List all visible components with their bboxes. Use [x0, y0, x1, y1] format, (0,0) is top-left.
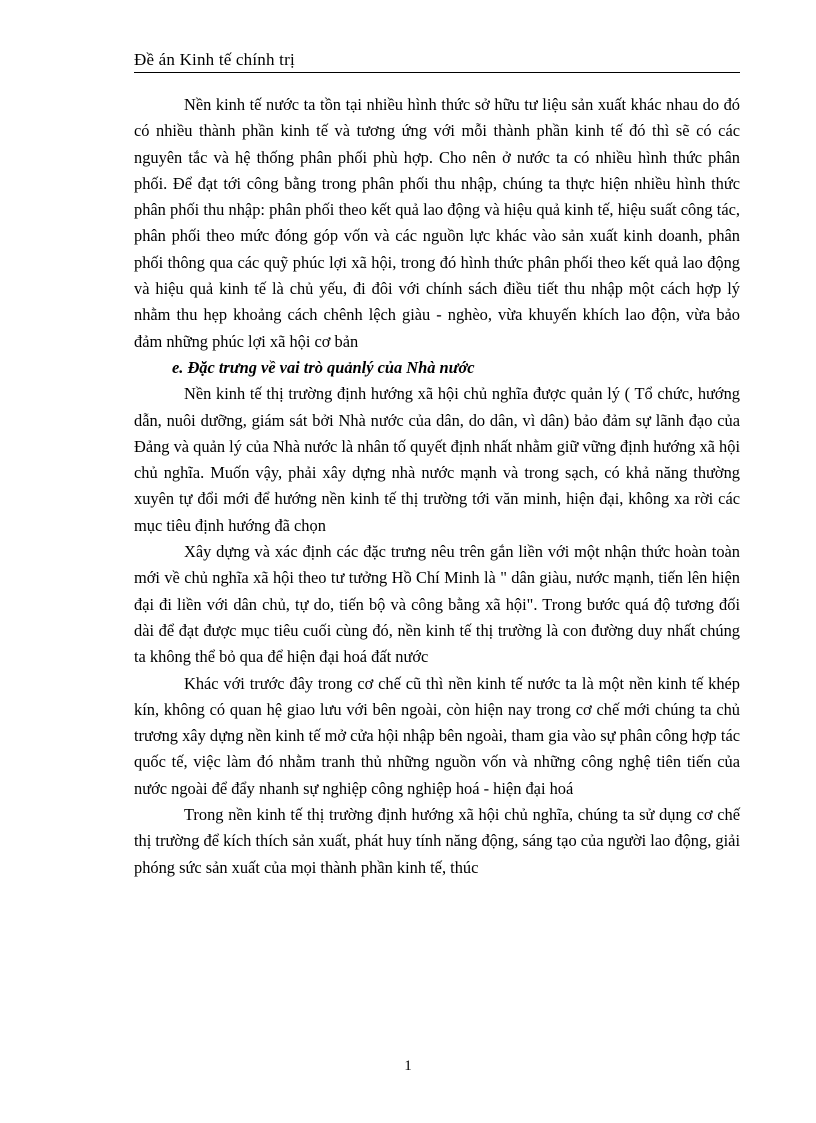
page-header [134, 50, 740, 73]
paragraph-5: Trong nền kinh tế thị trường định hướng xã hội chủ nghĩa, chúng ta sử dụng cơ chế thị trường để kích thích sản xuất, phát huy tính năng động, sáng tạo của người lao động, giải phóng sức sản xuất của mọi thành phần kinh tế, thúc [134, 805, 740, 877]
section-heading: e. Đặc trưng về vai trò quảnlý của Nhà nước [172, 357, 475, 377]
paragraph-1: Nền kinh tế nước ta tồn tại nhiều hình thức sở hữu tư liệu sản xuất khác nhau do đó có nhiều thành phần kinh tế và tương ứng với mỗi thành phần kinh tế đó thì sẽ có các nguyên tắc và hệ thống phân phối phù hợp. Cho nên ở nước ta có nhiều hình thức phân phối. Để đạt tới công bằng trong phân phối thu nhập, chúng ta thực hiện nhiều hình thức phân phối thu nhập: phân phối theo kết quả lao động và hiệu quả kinh tế, hiệu suất công tác, phân phối theo mức đóng góp vốn và các nguồn lực khác vào sản xuất kinh doanh, phân phối thông qua các quỹ phúc lợi xã hội, trong đó hình thức phân phối theo kết quả lao động và hiệu quả kinh tế là chủ yếu, đi đôi với chính sách điều tiết thu nhập một cách hợp lý nhằm thu hẹp khoảng cách chênh lệch giàu - nghèo, vừa khuyến khích lao độn, vừa bảo đảm những phúc lợi xã hội cơ bản [134, 95, 740, 351]
paragraph-2: Nền kinh tế thị trường định hướng xã hội chủ nghĩa được quản lý ( Tổ chức, hướng dẫn, nuôi dưỡng, giám sát bởi Nhà nước của dân, do dân, vì dân) bảo đảm sự lãnh đạo của Đảng và quản lý của Nhà nước là nhân tố quyết định nhất nhằm giữ vững định hướng xã hội chủ nghĩa. Muốn vậy, phải xây dựng nhà nước mạnh và trong sạch, có khả năng thường xuyên tự đổi mới để hướng nền kinh tế thị trường tới văn minh, hiện đại, không xa rời các mục tiêu định hướng đã chọn [134, 384, 740, 535]
paragraph-4: Khác với trước đây trong cơ chế cũ thì nền kinh tế nước ta là một nền kinh tế khép kín, không có quan hệ giao lưu với bên ngoài, còn hiện nay trong cơ chế mới chúng ta chủ trương xây dựng nền kinh tế mở cửa hội nhập bên ngoài, tham gia vào sự phân công hợp tác quốc tế, việc làm đó nhằm tranh thủ những nguồn vốn và những công nghệ tiên tiến của nước ngoài để đẩy nhanh sự nghiệp công nghiệp hoá - hiện đại hoá [134, 673, 740, 798]
document-body [134, 92, 740, 881]
page-number: 1 [404, 1058, 412, 1074]
paragraph-3: Xây dựng và xác định các đặc trưng nêu trên gắn liền với một nhận thức hoàn toàn mới về chủ nghĩa xã hội theo tư tưởng Hồ Chí Minh là " dân giàu, nước mạnh, tiến lên hiện đại đi liền với dân chủ, tự do, tiến bộ và công bằng xã hội". Trong bước quá độ tương đối dài để đạt được mục tiêu cuối cùng đó, nền kinh tế thị trường là con đường duy nhất chúng ta không thể bỏ qua để hiện đại hoá đất nước [134, 542, 740, 667]
header-title: Đề án Kinh tế chính trị [134, 50, 295, 69]
